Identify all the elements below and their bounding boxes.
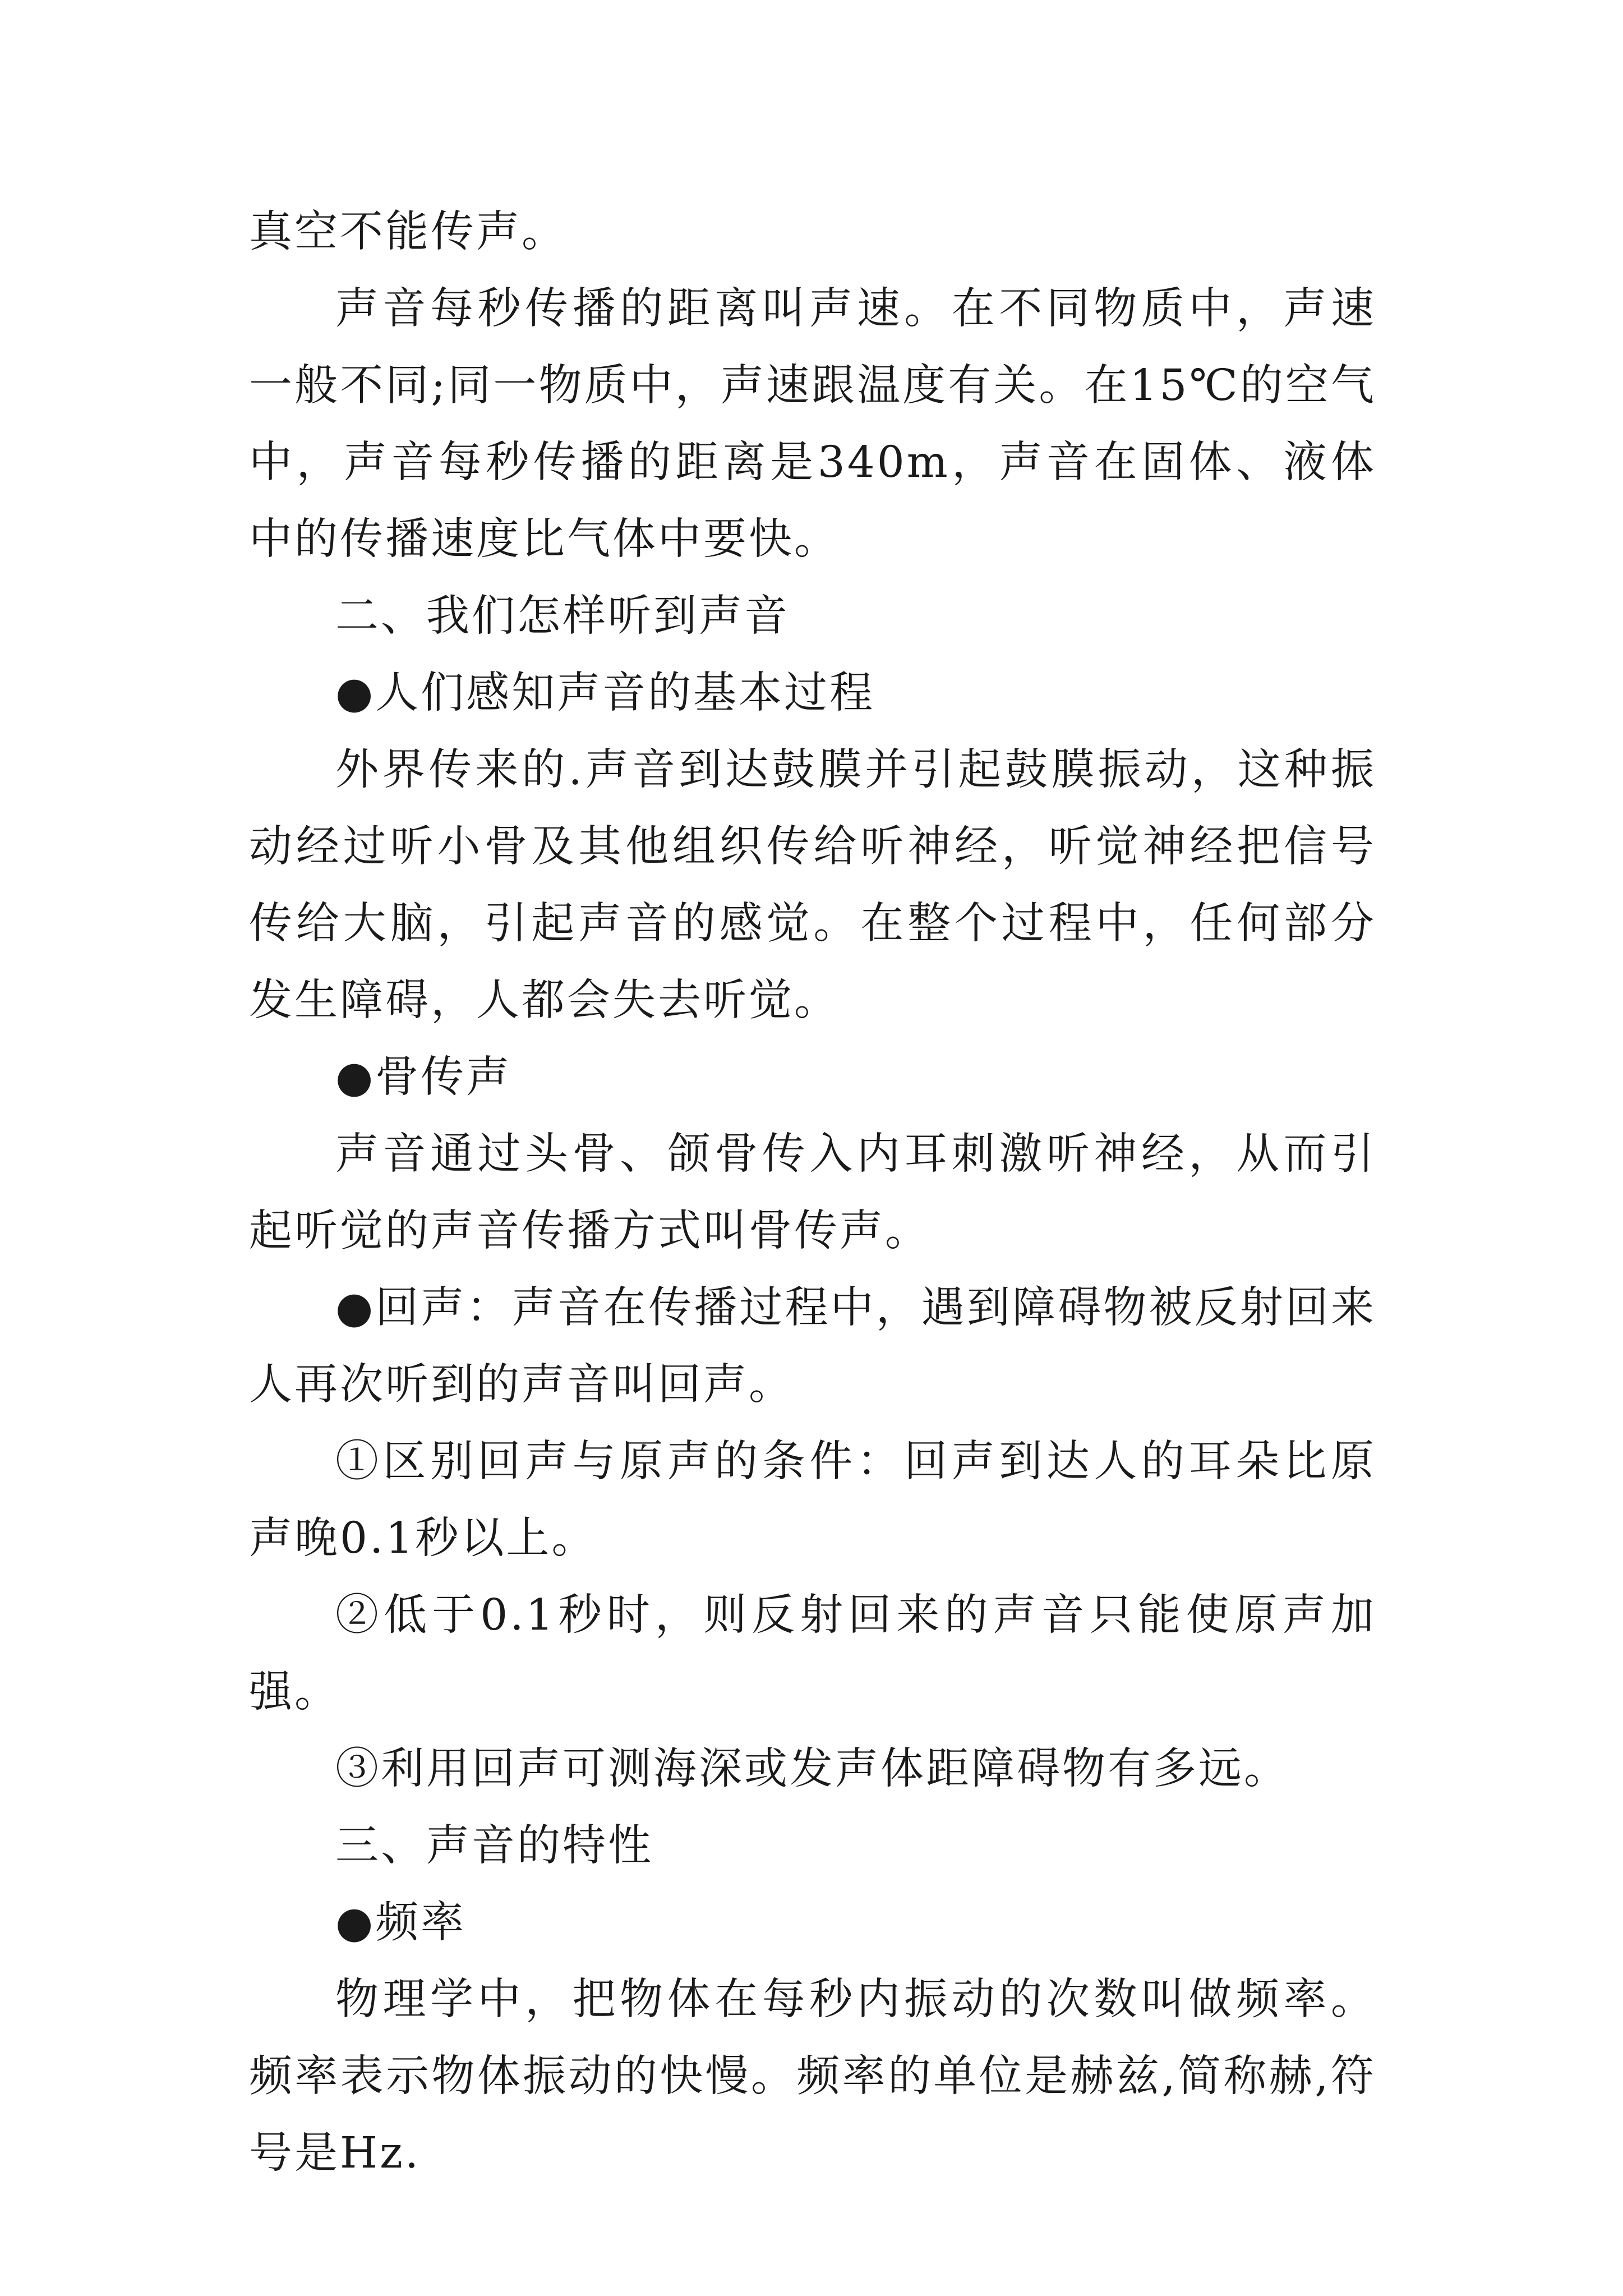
paragraph-echo: ●回声：声音在传播过程中，遇到障碍物被反射回来人再次听到的声音叫回声。 xyxy=(249,1283,1376,1410)
bullet-heading-frequency: ●频率 xyxy=(335,1898,467,1948)
paragraph-continuation: 真空不能传声。 xyxy=(249,207,567,257)
paragraph-bone-conduction: 声音通过头骨、颌骨传入内耳刺激听神经，从而引起听觉的声音传播方式叫骨传声。 xyxy=(249,1129,1376,1256)
list-item-echo-2: ②低于0.1秒时，则反射回来的声音只能使原声加强。 xyxy=(249,1590,1376,1717)
bullet-heading-perception: ●人们感知声音的基本过程 xyxy=(335,668,875,718)
list-item-echo-3: ③利用回声可测海深或发声体距障碍物有多远。 xyxy=(335,1744,1289,1794)
paragraph-perception: 外界传来的.声音到达鼓膜并引起鼓膜振动，这种振动经过听小骨及其他组织传给听神经，听觉神经把信号传给大脑，引起声音的感觉。在整个过程中，任何部分发生障碍，人都会失去听觉。 xyxy=(249,745,1376,1025)
paragraph-frequency: 物理学中，把物体在每秒内振动的次数叫做频率。频率表示物体振动的快慢。频率的单位是赫兹,简称赫,符号是Hz. xyxy=(249,1975,1376,2178)
section-heading-properties: 三、声音的特性 xyxy=(335,1821,653,1871)
section-heading-hearing: 二、我们怎样听到声音 xyxy=(335,591,790,641)
paragraph-sound-speed: 声音每秒传播的距离叫声速。在不同物质中，声速一般不同;同一物质中，声速跟温度有关。在15℃的空气中，声音每秒传播的距离是340m，声音在固体、液体中的传播速度比气体中要快。 xyxy=(249,284,1376,564)
list-item-echo-1: ①区别回声与原声的条件：回声到达人的耳朵比原声晚0.1秒以上。 xyxy=(249,1437,1376,1563)
bullet-heading-bone-conduction: ●骨传声 xyxy=(335,1052,512,1102)
document-body xyxy=(249,194,1376,2192)
